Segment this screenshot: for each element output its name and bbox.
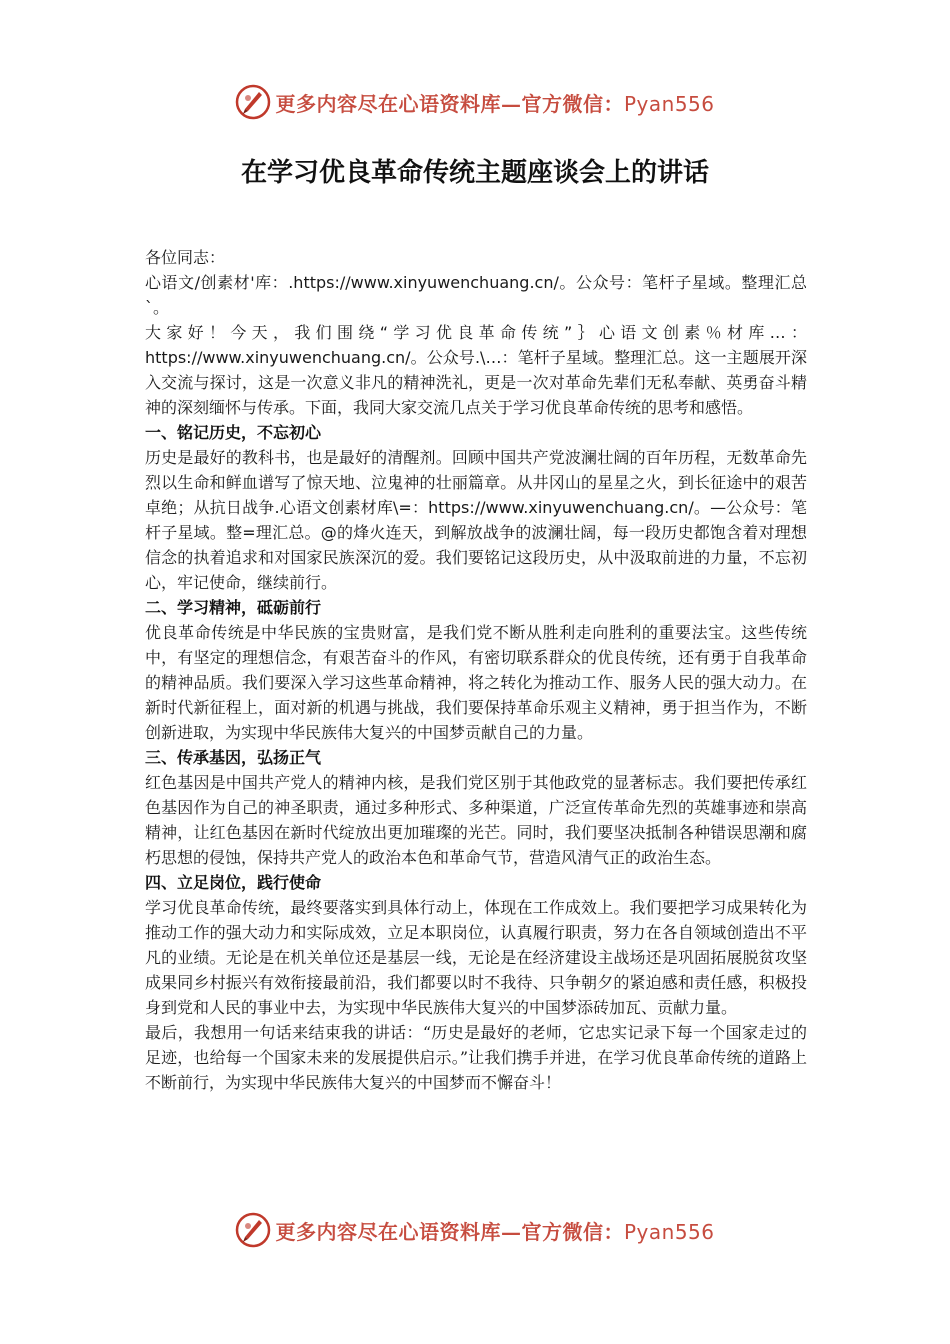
logo-icon <box>235 1212 271 1248</box>
section-body-2: 优良革命传统是中华民族的宝贵财富，是我们党不断从胜利走向胜利的重要法宝。这些传统中，有坚定的理想信念，有艰苦奋斗的作风，有密切联系群众的优良传统，还有勇于自我革命的精神品质。我们要深入学习这些革命精神，将之转化为推动工作、服务人民的强大动力。在新时代新征程上，面对新的机遇与挑战，我们要保持革命乐观主义精神，勇于担当作为，不断创新进取，为实现中华民族伟大复兴的中国梦贡献自己的力量。 <box>145 623 807 742</box>
closing-paragraph: 最后，我想用一句话来结束我的讲话：“历史是最好的老师，它忠实记录下每一个国家走过的足迹，也给每一个国家未来的发展提供启示。”让我们携手并进，在学习优良革命传统的道路上不断前行，为实现中华民族伟大复兴的中国梦而不懈奋斗！ <box>145 1023 807 1092</box>
section-body-1: 历史是最好的教科书，也是最好的清醒剂。回顾中国共产党波澜壮阔的百年历程，无数革命先烈以生命和鲜血谱写了惊天地、泣鬼神的壮丽篇章。从井冈山的星星之火，到长征途中的艰苦卓绝；从抗日战争.心语文创素材库\=：https://www.xinyuwenchuang.cn/。—公众号：笔杆子星域。整=理汇总。@的烽火连天，到解放战争的波澜壮阔，每一段历史都饱含着对理想信念的执着追求和对国家民族深沉的爱。我们要铭记这段历史，从中汲取前进的力量，不忘初心，牢记使命，继续前行。 <box>145 448 807 592</box>
section-heading-3: 三、传承基因，弘扬正气 <box>145 748 322 767</box>
banner-brand: 更多内容尽在心语资料库 <box>275 1219 501 1244</box>
banner-separator: — <box>500 1219 522 1244</box>
banner-wechat-id: Pyan556 <box>623 91 715 116</box>
section-heading-2: 二、学习精神，砥砺前行 <box>145 598 322 617</box>
banner-text <box>275 1216 714 1245</box>
speech-body <box>145 245 807 1095</box>
logo-icon <box>235 84 271 120</box>
section-body-3: 红色基因是中国共产党人的精神内核，是我们党区别于其他政党的显著标志。我们要把传承红色基因作为自己的神圣职责，通过多种形式、多种渠道，广泛宣传革命先烈的英雄事迹和崇高精神，让红色基因在新时代绽放出更加璀璨的光芒。同时，我们要坚决抵制各种错误思潮和腐朽思想的侵蚀，保持共产党人的政治本色和革命气节，营造风清气正的政治生态。 <box>145 773 807 867</box>
watermark-line: 心语文/创素材'库：.https://www.xinyuwenchuang.cn/。公众号：笔杆子星域。整理汇总`。 <box>145 273 807 317</box>
intro-paragraph: 大家好！今天，我们围绕“学习优良革命传统”｝心语文创素％材库…：https://www.xinyuwenchuang.cn/。公众号.\…：笔杆子星域。整理汇总。这一主题展开深入交流与探讨，这是一次意义非凡的精神洗礼，更是一次对革命先辈们无私奉献、英勇奋斗精神的深刻缅怀与传承。下面，我同大家交流几点关于学习优良革命传统的思考和感悟。 <box>145 323 807 417</box>
footer-banner <box>0 1210 950 1250</box>
banner-wechat-label: 官方微信： <box>521 1219 624 1244</box>
banner-wechat-id: Pyan556 <box>623 1219 715 1244</box>
banner-brand: 更多内容尽在心语资料库 <box>275 91 501 116</box>
banner-text <box>275 88 714 117</box>
section-heading-1: 一、铭记历史，不忘初心 <box>145 423 322 442</box>
section-body-4: 学习优良革命传统，最终要落实到具体行动上，体现在工作成效上。我们要把学习成果转化为推动工作的强大动力和实际成效，立足本职岗位，认真履行职责，努力在各自领域创造出不平凡的业绩。无论是在机关单位还是基层一线，无论是在经济建设主战场还是巩固拓展脱贫攻坚成果同乡村振兴有效衔接最前沿，我们都要以时不我待、只争朝夕的紧迫感和责任感，积极投身到党和人民的事业中去，为实现中华民族伟大复兴的中国梦添砖加瓦、贡献力量。 <box>145 898 807 1017</box>
header-banner <box>0 82 950 122</box>
banner-wechat-label: 官方微信： <box>521 91 624 116</box>
salutation: 各位同志： <box>145 248 226 267</box>
section-heading-4: 四、立足岗位，践行使命 <box>145 873 322 892</box>
banner-separator: — <box>500 91 522 116</box>
page-title: 在学习优良革命传统主题座谈会上的讲话 <box>240 158 709 188</box>
